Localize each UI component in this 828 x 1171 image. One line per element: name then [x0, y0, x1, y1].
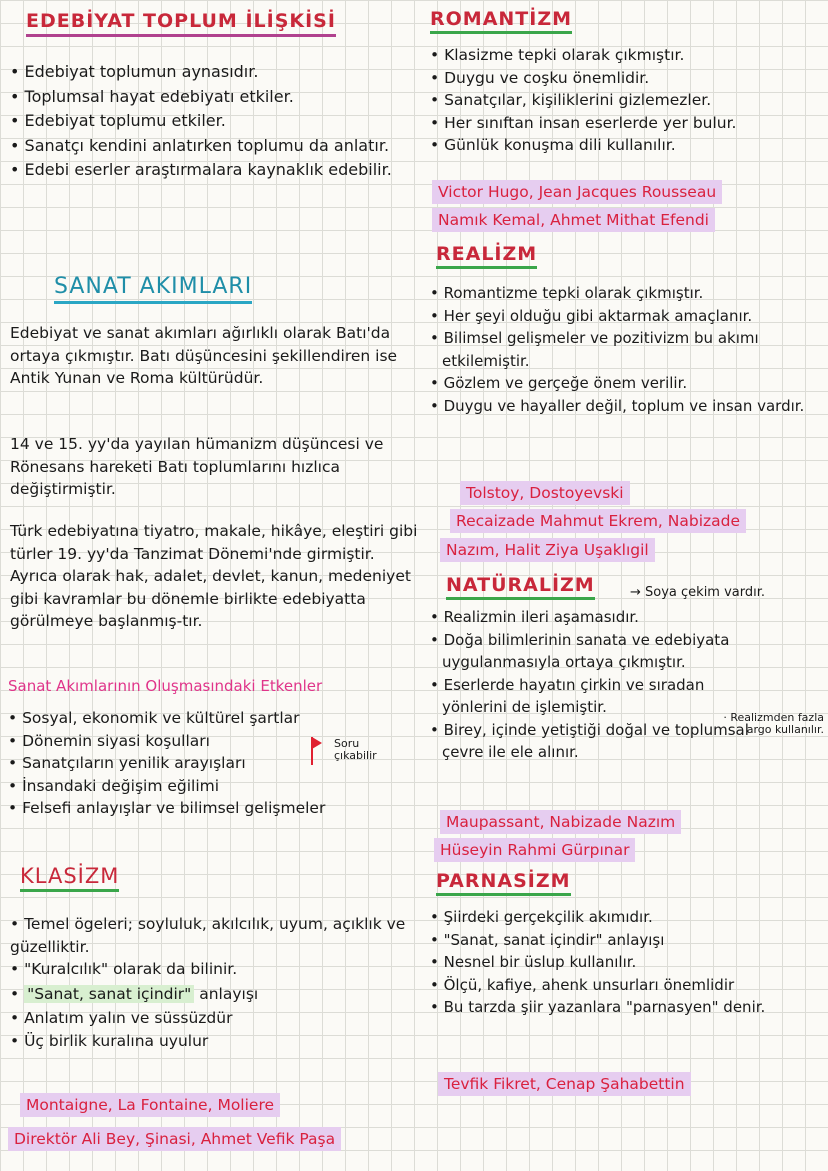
paragraph-sanat-akimlari-2: 14 ve 15. yy'da yayılan hümanizm düşüncesi ve Rönesans hareketi Batı toplumlarını hızlıca değiştirmiştir. — [10, 435, 384, 498]
list-item: • Romantizme tepki olarak çıkmıştır. — [430, 282, 825, 305]
list-item: • Sanatçı kendini anlatırken toplumu da anlatır. — [10, 134, 410, 159]
list-parnasizm — [430, 906, 825, 1019]
list-item: • Sosyal, ekonomik ve kültürel şartlar — [8, 707, 408, 730]
list-item: • Her sınıftan insan eserlerde yer bulur. — [430, 112, 825, 135]
authors-naturalizm-1: Maupassant, Nabizade Nazım — [440, 810, 681, 834]
authors-realizm-turkish-2: Nazım, Halit Ziya Uşaklıgil — [440, 538, 655, 562]
list-item: • Realizmin ileri aşamasıdır. — [430, 606, 825, 629]
authors-realizm-turkish-1: Recaizade Mahmut Ekrem, Nabizade — [450, 509, 746, 533]
list-item: • Sanatçıların yenilik arayışları — [8, 752, 408, 775]
list-item: • Birey, içinde yetiştiği doğal ve toplumsal çevre ile ele alınır. — [430, 719, 825, 764]
flag-icon — [310, 735, 324, 767]
list-item: • Her şeyi olduğu gibi aktarmak amaçlanır. — [430, 305, 825, 328]
list-edebiyat-toplum — [10, 60, 410, 183]
title-sanat-akimlari: SANAT AKIMLARI — [54, 274, 252, 304]
list-item: • Anlatım yalın ve süssüzdür — [10, 1009, 233, 1027]
authors-romantizm-west: Victor Hugo, Jean Jacques Rousseau — [432, 180, 722, 204]
list-item: • "Sanat, sanat içindir" anlayışı — [10, 984, 259, 1003]
list-naturalizm — [430, 606, 825, 764]
list-item: • İnsandaki değişim eğilimi — [8, 775, 408, 798]
title-naturalizm: NATÜRALİZM — [446, 574, 595, 600]
list-realizm — [430, 282, 825, 417]
authors-klasizm-west: Montaigne, La Fontaine, Moliere — [20, 1093, 280, 1117]
list-item: • Bu tarzda şiir yazanlara "parnasyen" denir. — [430, 996, 825, 1019]
list-item: • Gözlem ve gerçeğe önem verilir. — [430, 372, 825, 395]
authors-naturalizm-2: Hüseyin Rahmi Gürpınar — [434, 838, 635, 862]
list-item: • Günlük konuşma dili kullanılır. — [430, 134, 825, 157]
list-item: • "Sanat, sanat içindir" anlayışı — [430, 929, 825, 952]
list-item: • Edebiyat toplumu etkiler. — [10, 109, 410, 134]
list-item: • Duygu ve hayaller değil, toplum ve insan vardır. — [430, 395, 825, 418]
list-item: • Ölçü, kafiye, ahenk unsurları önemlidir — [430, 974, 825, 997]
list-klasizm — [10, 913, 415, 1052]
list-item: • Nesnel bir üslup kullanılır. — [430, 951, 825, 974]
list-item: • Klasizme tepki olarak çıkmıştır. — [430, 44, 825, 67]
highlight-sanat-sanat-icindir: "Sanat, sanat içindir" — [24, 985, 194, 1003]
title-parnasizm: PARNASİZM — [436, 870, 571, 896]
authors-romantizm-turkish: Namık Kemal, Ahmet Mithat Efendi — [432, 208, 715, 232]
title-romantizm: ROMANTİZM — [430, 8, 572, 34]
title-edebiyat-toplum: EDEBİYAT TOPLUM İLİŞKİSİ — [26, 10, 336, 37]
list-item: • Edebi eserler araştırmalara kaynaklık edebilir. — [10, 158, 410, 183]
naturalizm-side-note: · Realizmden fazla argo kullanılır. — [723, 711, 824, 736]
list-item: • Bilimsel gelişmeler ve pozitivizm bu akımı etkilemiştir. — [430, 327, 825, 372]
heading-sanat-akimlari-etkenler: Sanat Akımlarının Oluşmasındaki Etkenler — [8, 677, 323, 695]
list-item: • Şiirdeki gerçekçilik akımıdır. — [430, 906, 825, 929]
authors-realizm-west: Tolstoy, Dostoyevski — [460, 481, 630, 505]
list-romantizm — [430, 44, 825, 157]
paragraph-sanat-akimlari-1: Edebiyat ve sanat akımları ağırlıklı olarak Batı'da ortaya çıkmıştır. Batı düşüncesini şekillendiren ise Antik Yunan ve Roma kültürüdür. — [10, 324, 398, 387]
list-item: • Felsefi anlayışlar ve bilimsel gelişmeler — [8, 797, 408, 820]
list-item: • Dönemin siyasi koşulları — [8, 730, 408, 753]
list-item: • Eserlerde hayatın çirkin ve sıradan yönlerini de işlemiştir. — [430, 674, 825, 719]
authors-klasizm-turkish: Direktör Ali Bey, Şinasi, Ahmet Vefik Paşa — [8, 1127, 341, 1151]
title-klasizm: KLASİZM — [20, 864, 119, 892]
list-item: • "Kuralcılık" olarak da bilinir. — [10, 960, 238, 978]
list-item: • Üç birlik kuralına uyulur — [10, 1031, 209, 1050]
naturalizm-note: → Soya çekim vardır. — [630, 585, 766, 600]
list-item: • Temel ögeleri; soyluluk, akılcılık, uyum, açıklık ve güzelliktir. — [10, 915, 406, 956]
title-realizm: REALİZM — [436, 243, 537, 269]
list-item: • Duygu ve coşku önemlidir. — [430, 67, 825, 90]
list-etkenler — [8, 707, 408, 820]
list-item: • Edebiyat toplumun aynasıdır. — [10, 60, 410, 85]
soru-note: Soru çıkabilir — [334, 737, 377, 762]
authors-parnasizm: Tevfik Fikret, Cenap Şahabettin — [438, 1072, 691, 1096]
list-item: • Doğa bilimlerinin sanata ve edebiyata uygulanmasıyla ortaya çıkmıştır. — [430, 629, 825, 674]
list-item: • Toplumsal hayat edebiyatı etkiler. — [10, 85, 410, 110]
list-item: • Sanatçılar, kişiliklerini gizlemezler. — [430, 89, 825, 112]
paragraph-sanat-akimlari-3: Türk edebiyatına tiyatro, makale, hikâye, eleştiri gibi türler 19. yy'da Tanzimat Dönemi'nde girmiştir. Ayrıca olarak hak, adalet, devlet, kanun, medeniyet gibi kavramlar bu dönemle birlikte edebiyatta görülmeye başlanmış-tır. — [10, 522, 418, 630]
